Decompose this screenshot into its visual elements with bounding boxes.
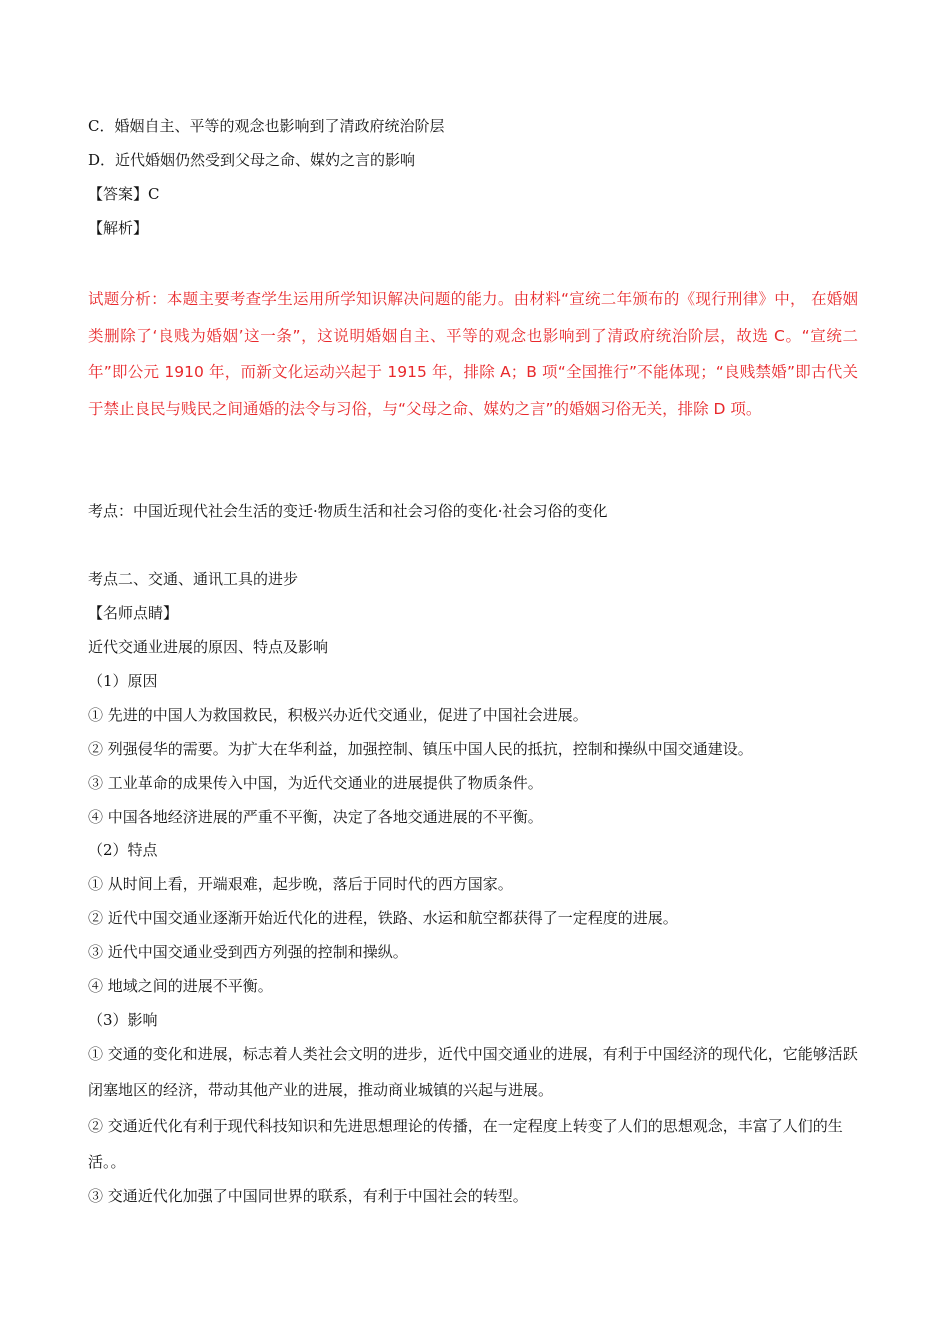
impact-item: ① 交通的变化和进展，标志着人类社会文明的进步，近代中国交通业的进展，有利于中国经济的现代化，它能够活跃闭塞地区的经济，带动其他产业的进展，推动商业城镇的兴起与进展。 (88, 1045, 858, 1099)
reasons-heading: （1）原因 (88, 672, 158, 690)
impact-item: ③ 交通近代化加强了中国同世界的联系，有利于中国社会的转型。 (88, 1187, 528, 1205)
section-title: 考点二、交通、通讯工具的进步 (88, 570, 299, 588)
feature-item: ③ 近代中国交通业受到西方列强的控制和操纵。 (88, 943, 408, 961)
analysis-paragraph: 试题分析：本题主要考查学生运用所学知识解决问题的能力。由材料“宣统二年颁布的《现行刑律》中， 在婚姻类删除了‘良贱为婚姻’这一条”，这说明婚姻自主、平等的观念也影响到了清政府统治阶层，故选 C。“宣统二年”即公元 1910 年，而新文化运动兴起于 1915 年，排除 A；B 项“全国推行”不能体现；“良贱禁婚”即古代关于禁止良民与贱民之间通婚的法令与习俗，与“父母之命、媒妁之言”的婚姻习俗无关，排除 D 项。 (88, 290, 858, 418)
reason-item: ③ 工业革命的成果传入中国，为近代交通业的进展提供了物质条件。 (88, 774, 543, 792)
impact-item: ② 交通近代化有利于现代科技知识和先进思想理论的传播，在一定程度上转变了人们的思想观念，丰富了人们的生活。。 (88, 1117, 843, 1171)
option-d: D．近代婚姻仍然受到父母之命、媒妁之言的影响 (88, 151, 416, 169)
kaodian-line: 考点：中国近现代社会生活的变迁·物质生活和社会习俗的变化·社会习俗的变化 (88, 502, 608, 520)
impact-heading: （3）影响 (88, 1011, 158, 1029)
feature-item: ② 近代中国交通业逐渐开始近代化的进程，铁路、水运和航空都获得了一定程度的进展。 (88, 909, 678, 927)
section-subtitle: 近代交通业进展的原因、特点及影响 (88, 638, 329, 656)
option-c: C．婚姻自主、平等的观念也影响到了清政府统治阶层 (88, 117, 445, 135)
reason-item: ② 列强侵华的需要。为扩大在华利益，加强控制、镇压中国人民的抵抗，控制和操纵中国交通建设。 (88, 740, 753, 758)
answer-line: 【答案】C (88, 185, 160, 203)
reason-item: ④ 中国各地经济进展的严重不平衡，决定了各地交通进展的不平衡。 (88, 808, 543, 826)
analysis-label: 【解析】 (88, 219, 149, 237)
reason-item: ① 先进的中国人为救国救民，积极兴办近代交通业，促进了中国社会进展。 (88, 706, 588, 724)
teacher-tip-label: 【名师点睛】 (88, 604, 179, 622)
features-heading: （2）特点 (88, 841, 158, 859)
feature-item: ④ 地域之间的进展不平衡。 (88, 977, 273, 995)
feature-item: ① 从时间上看，开端艰难，起步晚，落后于同时代的西方国家。 (88, 875, 513, 893)
